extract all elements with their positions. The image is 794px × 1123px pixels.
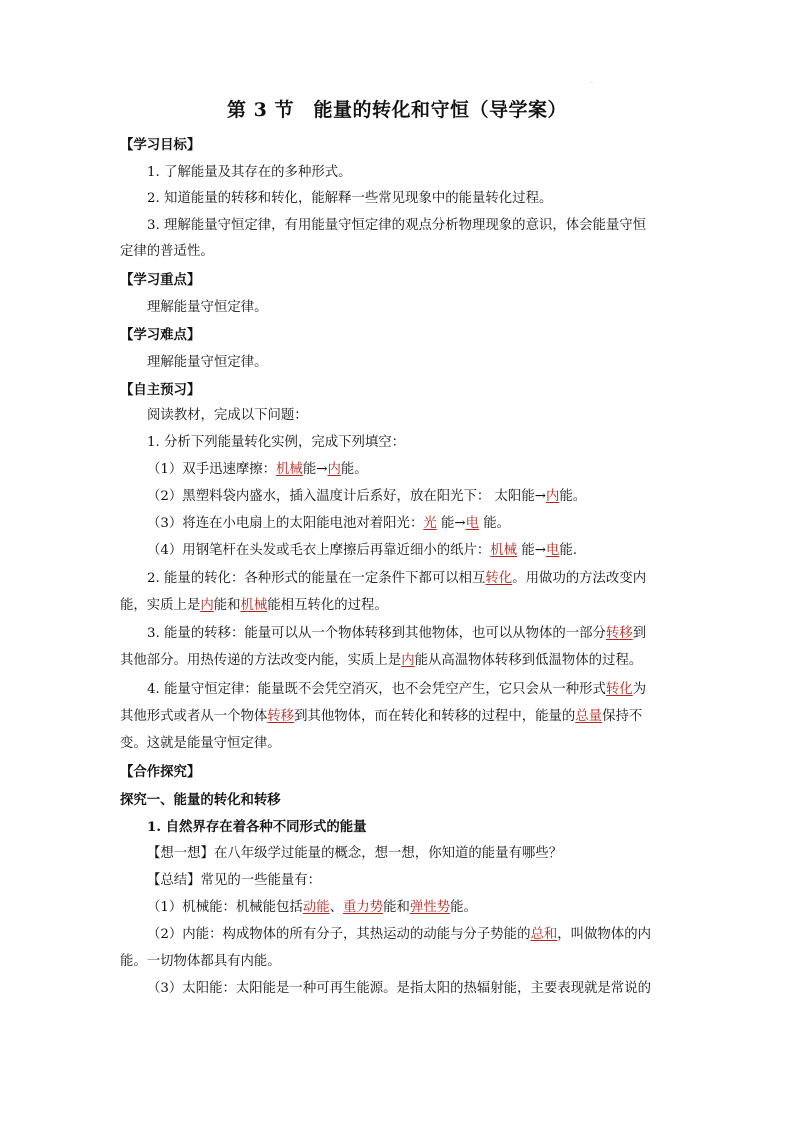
answer-blank: 内 <box>545 489 560 504</box>
answer-blank: 转化 <box>485 571 513 586</box>
answer-blank: 内 <box>327 462 341 477</box>
answer-blank: 内 <box>401 653 415 668</box>
answer-blank: 转移 <box>267 709 295 724</box>
answer-blank: 内 <box>200 598 214 613</box>
summary-intro: 【总结】常见的一些能量有： <box>147 873 322 888</box>
summary-item-2-line2: 能。一切物体都具有内能。 <box>120 954 281 969</box>
explore-1-heading: 探究一、能量的转化和转移 <box>120 792 281 808</box>
answer-blank: 总和 <box>530 927 558 942</box>
preview-intro: 阅读教材，完成以下问题： <box>147 408 308 423</box>
answer-blank: 机械 <box>240 598 268 613</box>
heading-key-points: 【学习重点】 <box>120 272 201 288</box>
heading-learning-goals: 【学习目标】 <box>120 137 201 153</box>
key-point-text: 理解能量守恒定律。 <box>147 300 268 315</box>
answer-blank: 弹性势 <box>409 900 451 915</box>
question-1-item-3: （3）将连在小电扇上的太阳能电池对着阳光：光 能→电 能。 <box>147 516 511 531</box>
goal-2: 2. 知道能量的转移和转化，能解释一些常见现象中的能量转化过程。 <box>147 191 553 206</box>
question-1-item-2: （2）黑塑料袋内盛水，插入温度计后系好，放在阳光下： 太阳能→内能。 <box>147 489 587 504</box>
question-4-line3: 变。这就是能量守恒定律。 <box>120 736 281 751</box>
summary-item-1: （1）机械能：机械能包括动能、重力势能和弹性势能。 <box>147 900 477 915</box>
question-3-line2: 其他部分。用热传递的方法改变内能，实质上是内能从高温物体转移到低温物体的过程。 <box>120 653 643 668</box>
question-3-line1: 3. 能量的转移：能量可以从一个物体转移到其他物体，也可以从物体的一部分转移到 <box>147 626 647 641</box>
page-title: 第 3 节 能量的转化和守恒（导学案） <box>227 99 567 121</box>
heading-difficulties: 【学习难点】 <box>120 327 201 343</box>
question-1-item-4: （4）用钢笔杆在头发或毛衣上摩擦后再靠近细小的纸片：机械 能→电能. <box>147 543 577 558</box>
answer-blank: 转移 <box>605 626 633 641</box>
answer-blank: 电 <box>545 543 560 558</box>
goal-3-line2: 定律的普适性。 <box>120 244 214 259</box>
corner-mark: · <box>591 80 593 87</box>
goal-3-line1: 3. 理解能量守恒定律，有用能量守恒定律的观点分析物理现象的意识，体会能量守恒 <box>147 218 647 233</box>
explore-1-subheading: 1. 自然界存在着各种不同形式的能量 <box>147 819 367 835</box>
heading-preview: 【自主预习】 <box>120 382 201 398</box>
summary-item-2-line1: （2）内能：构成物体的所有分子，其热运动的动能与分子势能的总和，叫做物体的内 <box>147 927 651 942</box>
question-2-line1: 2. 能量的转化：各种形式的能量在一定条件下都可以相互转化。用做功的方法改变内 <box>147 571 647 586</box>
difficulty-text: 理解能量守恒定律。 <box>147 355 268 370</box>
goal-1: 1. 了解能量及其存在的多种形式。 <box>147 165 352 180</box>
heading-cooperation: 【合作探究】 <box>120 764 201 780</box>
think-prompt: 【想一想】在八年级学过能量的概念，想一想，你知道的能量有哪些？ <box>147 846 563 861</box>
answer-blank: 机械 <box>276 462 303 477</box>
answer-blank: 光 <box>423 516 437 531</box>
answer-blank: 总量 <box>575 709 603 724</box>
question-1-item-1: （1）双手迅速摩擦：机械能→内能。 <box>147 462 368 477</box>
summary-item-3: （3）太阳能：太阳能是一种可再生能源。是指太阳的热辐射能，主要表现就是常说的 <box>147 981 651 996</box>
answer-blank: 动能 <box>302 900 330 915</box>
question-2-line2: 能，实质上是内能和机械能相互转化的过程。 <box>120 598 388 613</box>
answer-blank: 机械 <box>490 543 518 558</box>
question-1: 1. 分析下列能量转化实例，完成下列填空： <box>147 435 406 450</box>
question-4-line1: 4. 能量守恒定律：能量既不会凭空消灭，也不会凭空产生，它只会从一种形式转化为 <box>147 682 647 697</box>
answer-blank: 重力势 <box>343 900 384 915</box>
question-4-line2: 其他形式或者从一个物体转移到其他物体，而在转化和转移的过程中，能量的总量保持不 <box>120 709 643 724</box>
answer-blank: 电 <box>465 516 479 531</box>
answer-blank: 转化 <box>605 682 633 697</box>
